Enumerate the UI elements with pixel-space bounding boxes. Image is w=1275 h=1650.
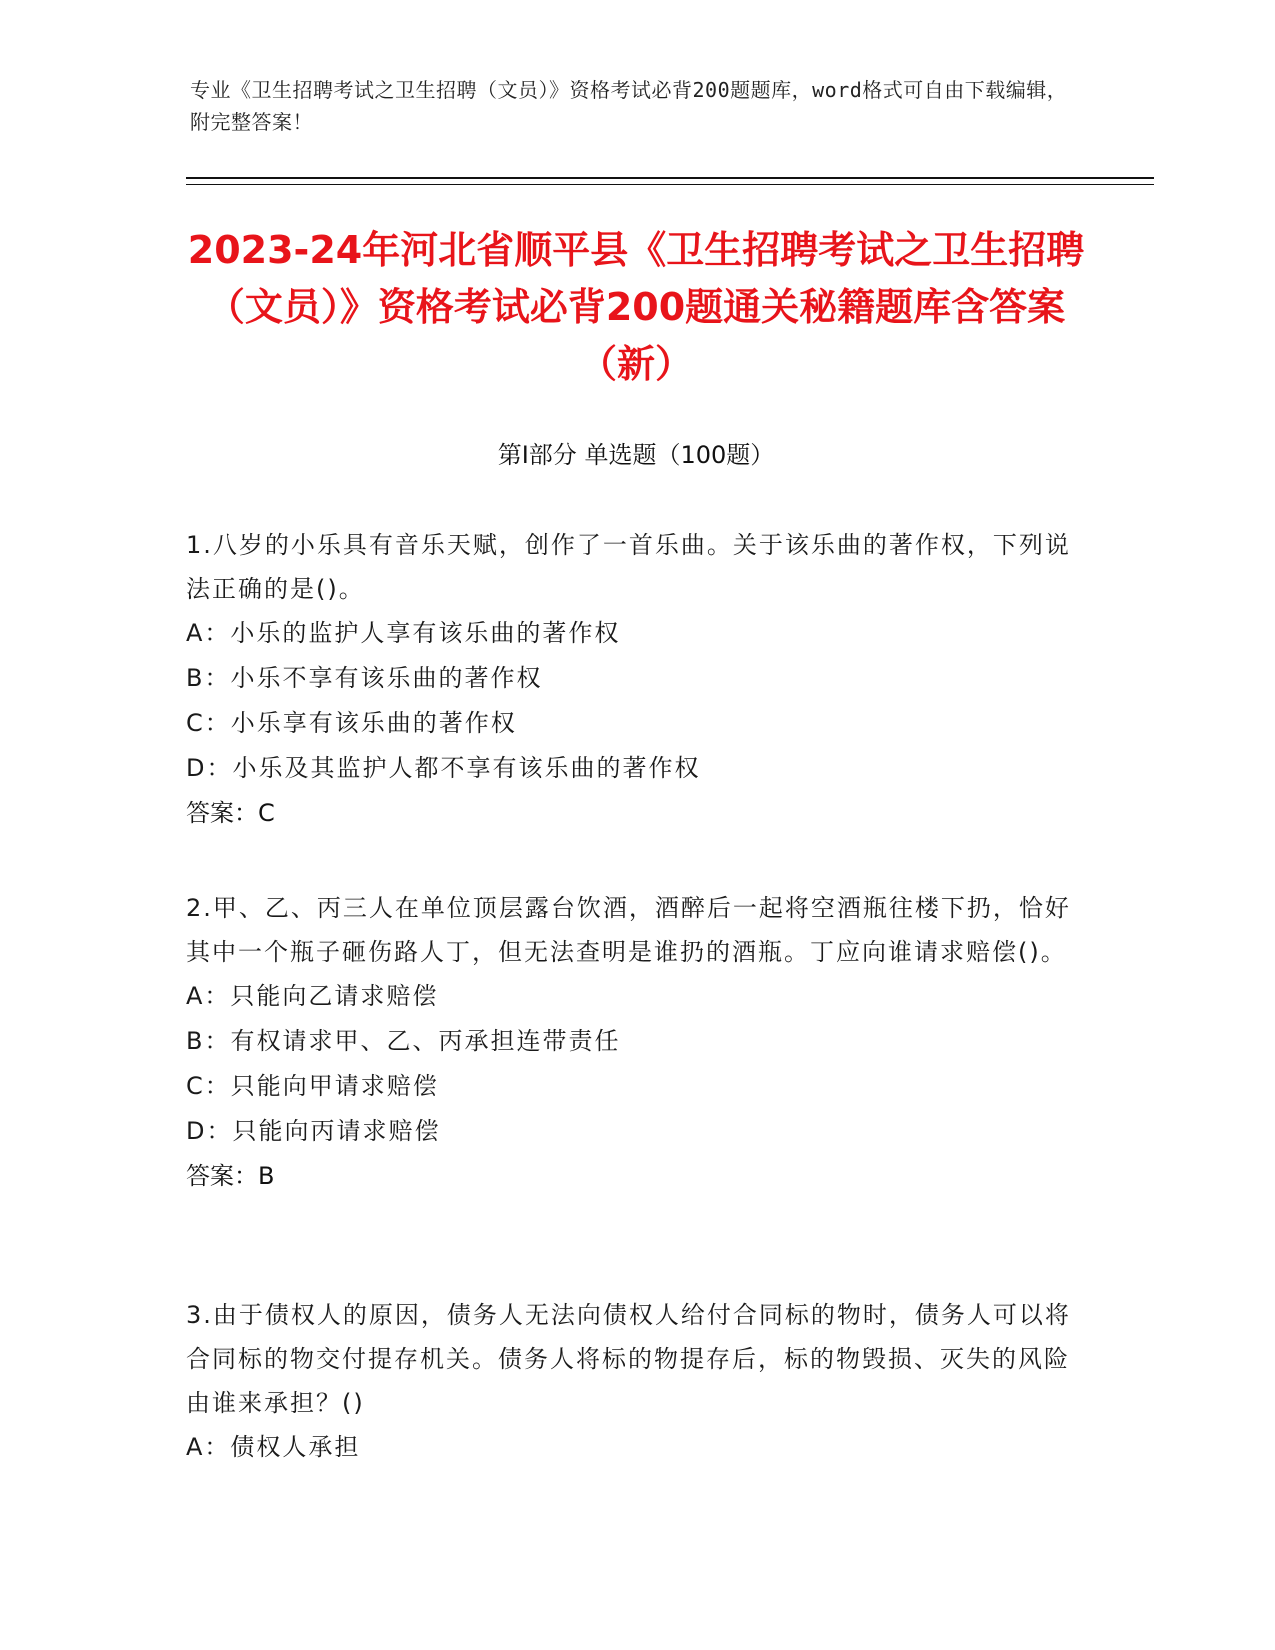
option-d: D：只能向丙请求赔偿 xyxy=(186,1117,441,1145)
question-stem: 1.八岁的小乐具有音乐天赋，创作了一首乐曲。关于该乐曲的著作权，下列说法正确的是()。 xyxy=(186,531,1071,603)
option-c: C：小乐享有该乐曲的著作权 xyxy=(186,709,517,737)
option-b: B：小乐不享有该乐曲的著作权 xyxy=(186,664,543,692)
question-2 xyxy=(186,886,1086,1199)
option-a: A：债权人承担 xyxy=(186,1433,361,1461)
option-a: A：只能向乙请求赔偿 xyxy=(186,982,439,1010)
option-b: B：有权请求甲、乙、丙承担连带责任 xyxy=(186,1027,621,1055)
header-note: 专业《卫生招聘考试之卫生招聘（文员）》资格考试必背200题题库，word格式可自由下载编辑，附完整答案！ xyxy=(190,78,1068,134)
question-1 xyxy=(186,523,1086,836)
question-3 xyxy=(186,1293,1086,1470)
question-stem: 2.甲、乙、丙三人在单位顶层露台饮酒，酒醉后一起将空酒瓶往楼下扔，恰好其中一个瓶子砸伤路人丁，但无法查明是谁扔的酒瓶。丁应向谁请求赔偿()。 xyxy=(186,894,1071,966)
header-rule-thin xyxy=(186,184,1154,185)
header-rule-thick xyxy=(186,177,1154,179)
section-heading: 第I部分 单选题（100题） xyxy=(497,441,775,469)
document-title: 2023-24年河北省顺平县《卫生招聘考试之卫生招聘（文员）》资格考试必背200题通关秘籍题库含答案（新） xyxy=(187,228,1085,386)
answer-line: 答案：C xyxy=(186,799,275,827)
question-stem: 3.由于债权人的原因，债务人无法向债权人给付合同标的物时，债务人可以将合同标的物交付提存机关。债务人将标的物提存后，标的物毁损、灭失的风险由谁来承担？() xyxy=(186,1301,1071,1417)
option-a: A：小乐的监护人享有该乐曲的著作权 xyxy=(186,619,621,647)
answer-line: 答案：B xyxy=(186,1162,275,1190)
option-d: D：小乐及其监护人都不享有该乐曲的著作权 xyxy=(186,754,701,782)
option-c: C：只能向甲请求赔偿 xyxy=(186,1072,439,1100)
